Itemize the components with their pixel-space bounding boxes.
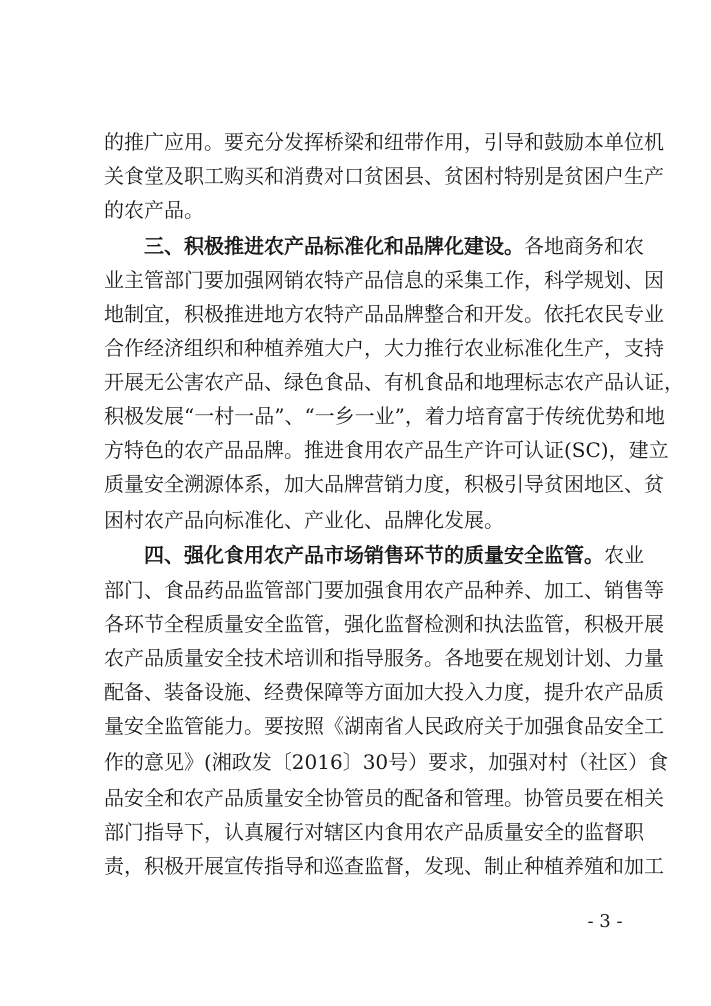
paragraph-line: 开展无公害农产品、绿色食品、有机食品和地理标志农产品认证，	[104, 370, 684, 394]
paragraph-line: 量安全监管能力。要按照《湖南省人民政府关于加强食品安全工	[104, 714, 664, 738]
paragraph-line: 关食堂及职工购买和消费对口贫困县、贫困村特别是贫困户生产	[104, 164, 664, 188]
section-3-heading: 三、积极推进农产品标准化和品牌化建设。	[144, 234, 524, 258]
paragraph-line: 合作经济组织和种植养殖大户，大力推行农业标准化生产，支持	[104, 336, 664, 360]
page-number: - 3 -	[587, 911, 623, 932]
paragraph-line: 质量安全溯源体系，加大品牌营销力度，积极引导贫困地区、贫	[104, 472, 664, 496]
paragraph-line: 作的意见》(湘政发〔2016〕30号）要求，加强对村（社区）食	[104, 750, 669, 774]
paragraph-line: 部门指导下，认真履行对辖区内食用农产品质量安全的监督职	[104, 820, 644, 844]
section-4-heading: 四、强化食用农产品市场销售环节的质量安全监管。	[144, 543, 604, 567]
paragraph-line: 各环节全程质量安全监管，强化监督检测和执法监管，积极开展	[104, 612, 664, 636]
paragraph-line: 积极发展“一村一品”、“一乡一业”，着力培育富于传统优势和地	[104, 404, 665, 428]
paragraph-line: 品安全和农产品质量安全协管员的配备和管理。协管员要在相关	[104, 786, 664, 810]
paragraph-line: 方特色的农产品品牌。推进食用农产品生产许可认证(SC)，建立	[104, 438, 669, 462]
section-4-first-line	[104, 538, 644, 572]
section-4-lead-text: 农业	[604, 543, 644, 567]
section-3-first-line	[104, 229, 644, 263]
paragraph-line: 困村农产品向标准化、产业化、品牌化发展。	[104, 508, 504, 532]
section-3-lead-text: 各地商务和农	[524, 234, 644, 258]
paragraph-line: 部门、食品药品监管部门要加强食用农产品种养、加工、销售等	[104, 578, 664, 602]
paragraph-line: 地制宜，积极推进地方农特产品品牌整合和开发。依托农民专业	[104, 302, 664, 326]
paragraph-line: 业主管部门要加强网销农特产品信息的采集工作，科学规划、因	[104, 268, 664, 292]
paragraph-line: 配备、装备设施、经费保障等方面加大投入力度，提升农产品质	[104, 680, 664, 704]
paragraph-line: 农产品质量安全技术培训和指导服务。各地要在规划计划、力量	[104, 646, 664, 670]
paragraph-line: 的农产品。	[104, 198, 204, 222]
paragraph-line: 的推广应用。要充分发挥桥梁和纽带作用，引导和鼓励本单位机	[104, 130, 664, 154]
paragraph-line: 责，积极开展宣传指导和巡查监督，发现、制止种植养殖和加工	[104, 854, 664, 878]
